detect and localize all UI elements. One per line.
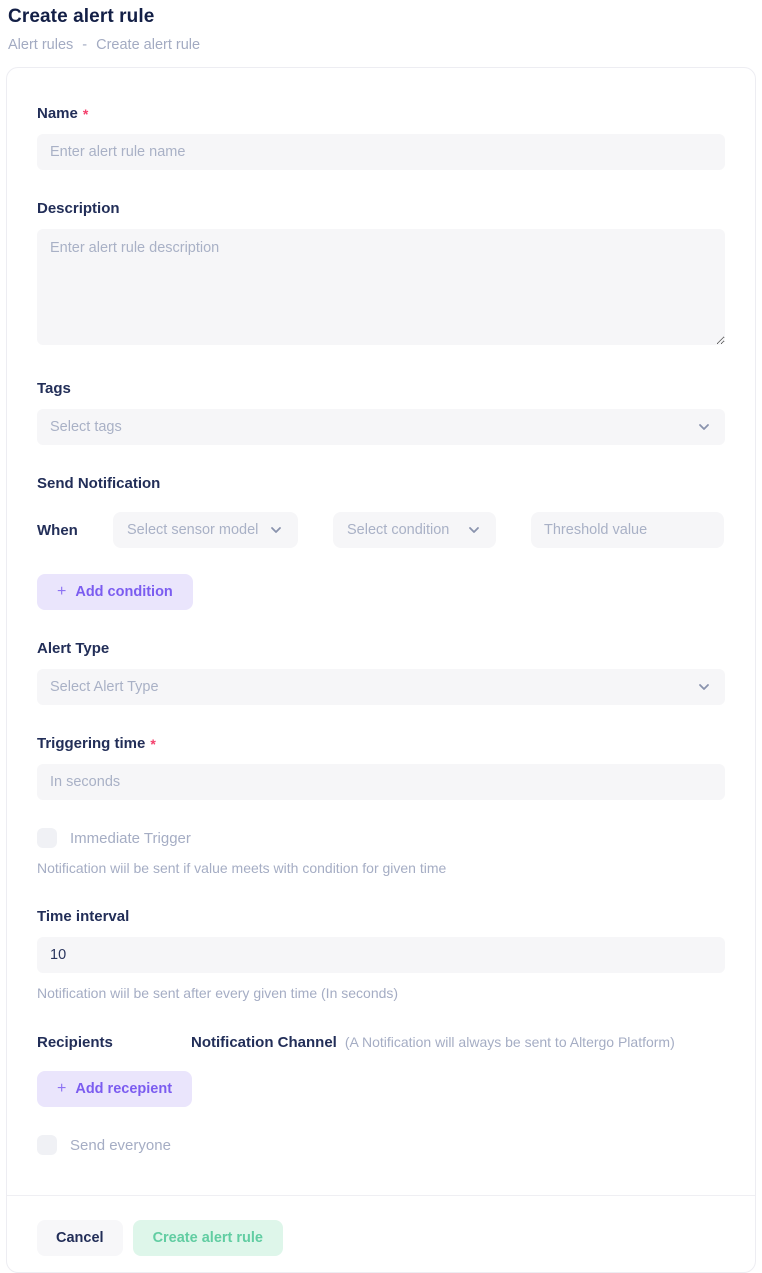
recipients-group bbox=[37, 1034, 725, 1155]
form-footer bbox=[7, 1195, 755, 1272]
chevron-down-icon bbox=[268, 522, 284, 538]
when-label: When bbox=[37, 521, 78, 539]
tags-field-group bbox=[37, 380, 725, 445]
form-card bbox=[6, 67, 756, 1273]
condition-placeholder: Select condition bbox=[347, 522, 450, 538]
chevron-down-icon bbox=[466, 522, 482, 538]
condition-select[interactable] bbox=[333, 512, 496, 548]
sensor-model-select[interactable] bbox=[113, 512, 298, 548]
description-field-group bbox=[37, 200, 725, 350]
name-field-group bbox=[37, 105, 725, 170]
tags-select-placeholder: Select tags bbox=[50, 419, 122, 435]
tags-select[interactable] bbox=[37, 409, 725, 445]
immediate-trigger-label: Immediate Trigger bbox=[70, 829, 191, 847]
immediate-trigger-checkbox[interactable] bbox=[37, 828, 57, 848]
triggering-time-input[interactable] bbox=[37, 764, 725, 800]
triggering-time-label-text: Triggering time bbox=[37, 735, 146, 752]
name-input[interactable] bbox=[37, 134, 725, 170]
triggering-time-field-group bbox=[37, 735, 725, 800]
add-condition-button-label: Add condition bbox=[75, 584, 173, 600]
add-condition-button[interactable] bbox=[37, 574, 193, 610]
tags-label bbox=[37, 380, 725, 397]
name-label bbox=[37, 105, 725, 122]
recipients-label: Recipients bbox=[37, 1034, 113, 1051]
recipients-header-row bbox=[37, 1034, 725, 1051]
send-everyone-label: Send everyone bbox=[70, 1136, 171, 1154]
time-interval-label bbox=[37, 908, 725, 925]
alert-type-label bbox=[37, 640, 725, 657]
add-condition-group bbox=[37, 574, 725, 610]
send-notification-label-text: Send Notification bbox=[37, 475, 161, 492]
breadcrumb-separator: - bbox=[82, 37, 88, 53]
immediate-trigger-group bbox=[37, 828, 725, 876]
time-interval-label-text: Time interval bbox=[37, 908, 130, 925]
description-label-text: Description bbox=[37, 200, 120, 217]
notification-channel-note: (A Notification will always be sent to Altergo Platform) bbox=[344, 1034, 675, 1050]
chevron-down-icon bbox=[696, 419, 712, 435]
breadcrumb-current: Create alert rule bbox=[96, 37, 201, 53]
triggering-time-required-asterisk: * bbox=[150, 735, 156, 752]
form-card-body bbox=[7, 68, 755, 1155]
threshold-value-input[interactable] bbox=[531, 512, 724, 548]
alert-type-placeholder: Select Alert Type bbox=[50, 679, 159, 695]
send-everyone-row bbox=[37, 1135, 725, 1155]
notification-channel-label: Notification Channel bbox=[191, 1034, 337, 1051]
description-label bbox=[37, 200, 725, 217]
breadcrumb bbox=[0, 28, 762, 53]
name-required-asterisk: * bbox=[82, 105, 89, 122]
send-notification-group bbox=[37, 475, 725, 548]
tags-label-text: Tags bbox=[37, 380, 71, 397]
sensor-model-placeholder: Select sensor model bbox=[127, 522, 259, 538]
time-interval-field-group bbox=[37, 908, 725, 1001]
description-textarea[interactable] bbox=[37, 229, 725, 345]
time-interval-helper-text: Notification wiil be sent after every given time (In seconds) bbox=[37, 985, 399, 1001]
plus-icon: + bbox=[57, 1080, 67, 1097]
alert-type-field-group bbox=[37, 640, 725, 705]
alert-type-label-text: Alert Type bbox=[37, 640, 110, 657]
add-recipient-button[interactable] bbox=[37, 1071, 192, 1107]
when-condition-row bbox=[37, 512, 725, 548]
add-recipient-button-label: Add recepient bbox=[75, 1081, 173, 1097]
chevron-down-icon bbox=[696, 679, 712, 695]
create-alert-rule-button[interactable]: Create alert rule bbox=[133, 1220, 283, 1256]
page-title: Create alert rule bbox=[8, 6, 155, 27]
plus-icon: + bbox=[57, 583, 67, 600]
immediate-trigger-row bbox=[37, 828, 725, 848]
time-interval-input[interactable] bbox=[37, 937, 725, 973]
alert-type-select[interactable] bbox=[37, 669, 725, 705]
triggering-time-label bbox=[37, 735, 725, 752]
breadcrumb-alert-rules[interactable]: Alert rules bbox=[8, 37, 74, 53]
send-notification-label bbox=[37, 475, 725, 492]
send-everyone-checkbox[interactable] bbox=[37, 1135, 57, 1155]
cancel-button[interactable]: Cancel bbox=[37, 1220, 123, 1256]
name-label-text: Name bbox=[37, 105, 78, 122]
triggering-time-helper-text: Notification wiil be sent if value meets with condition for given time bbox=[37, 860, 447, 876]
